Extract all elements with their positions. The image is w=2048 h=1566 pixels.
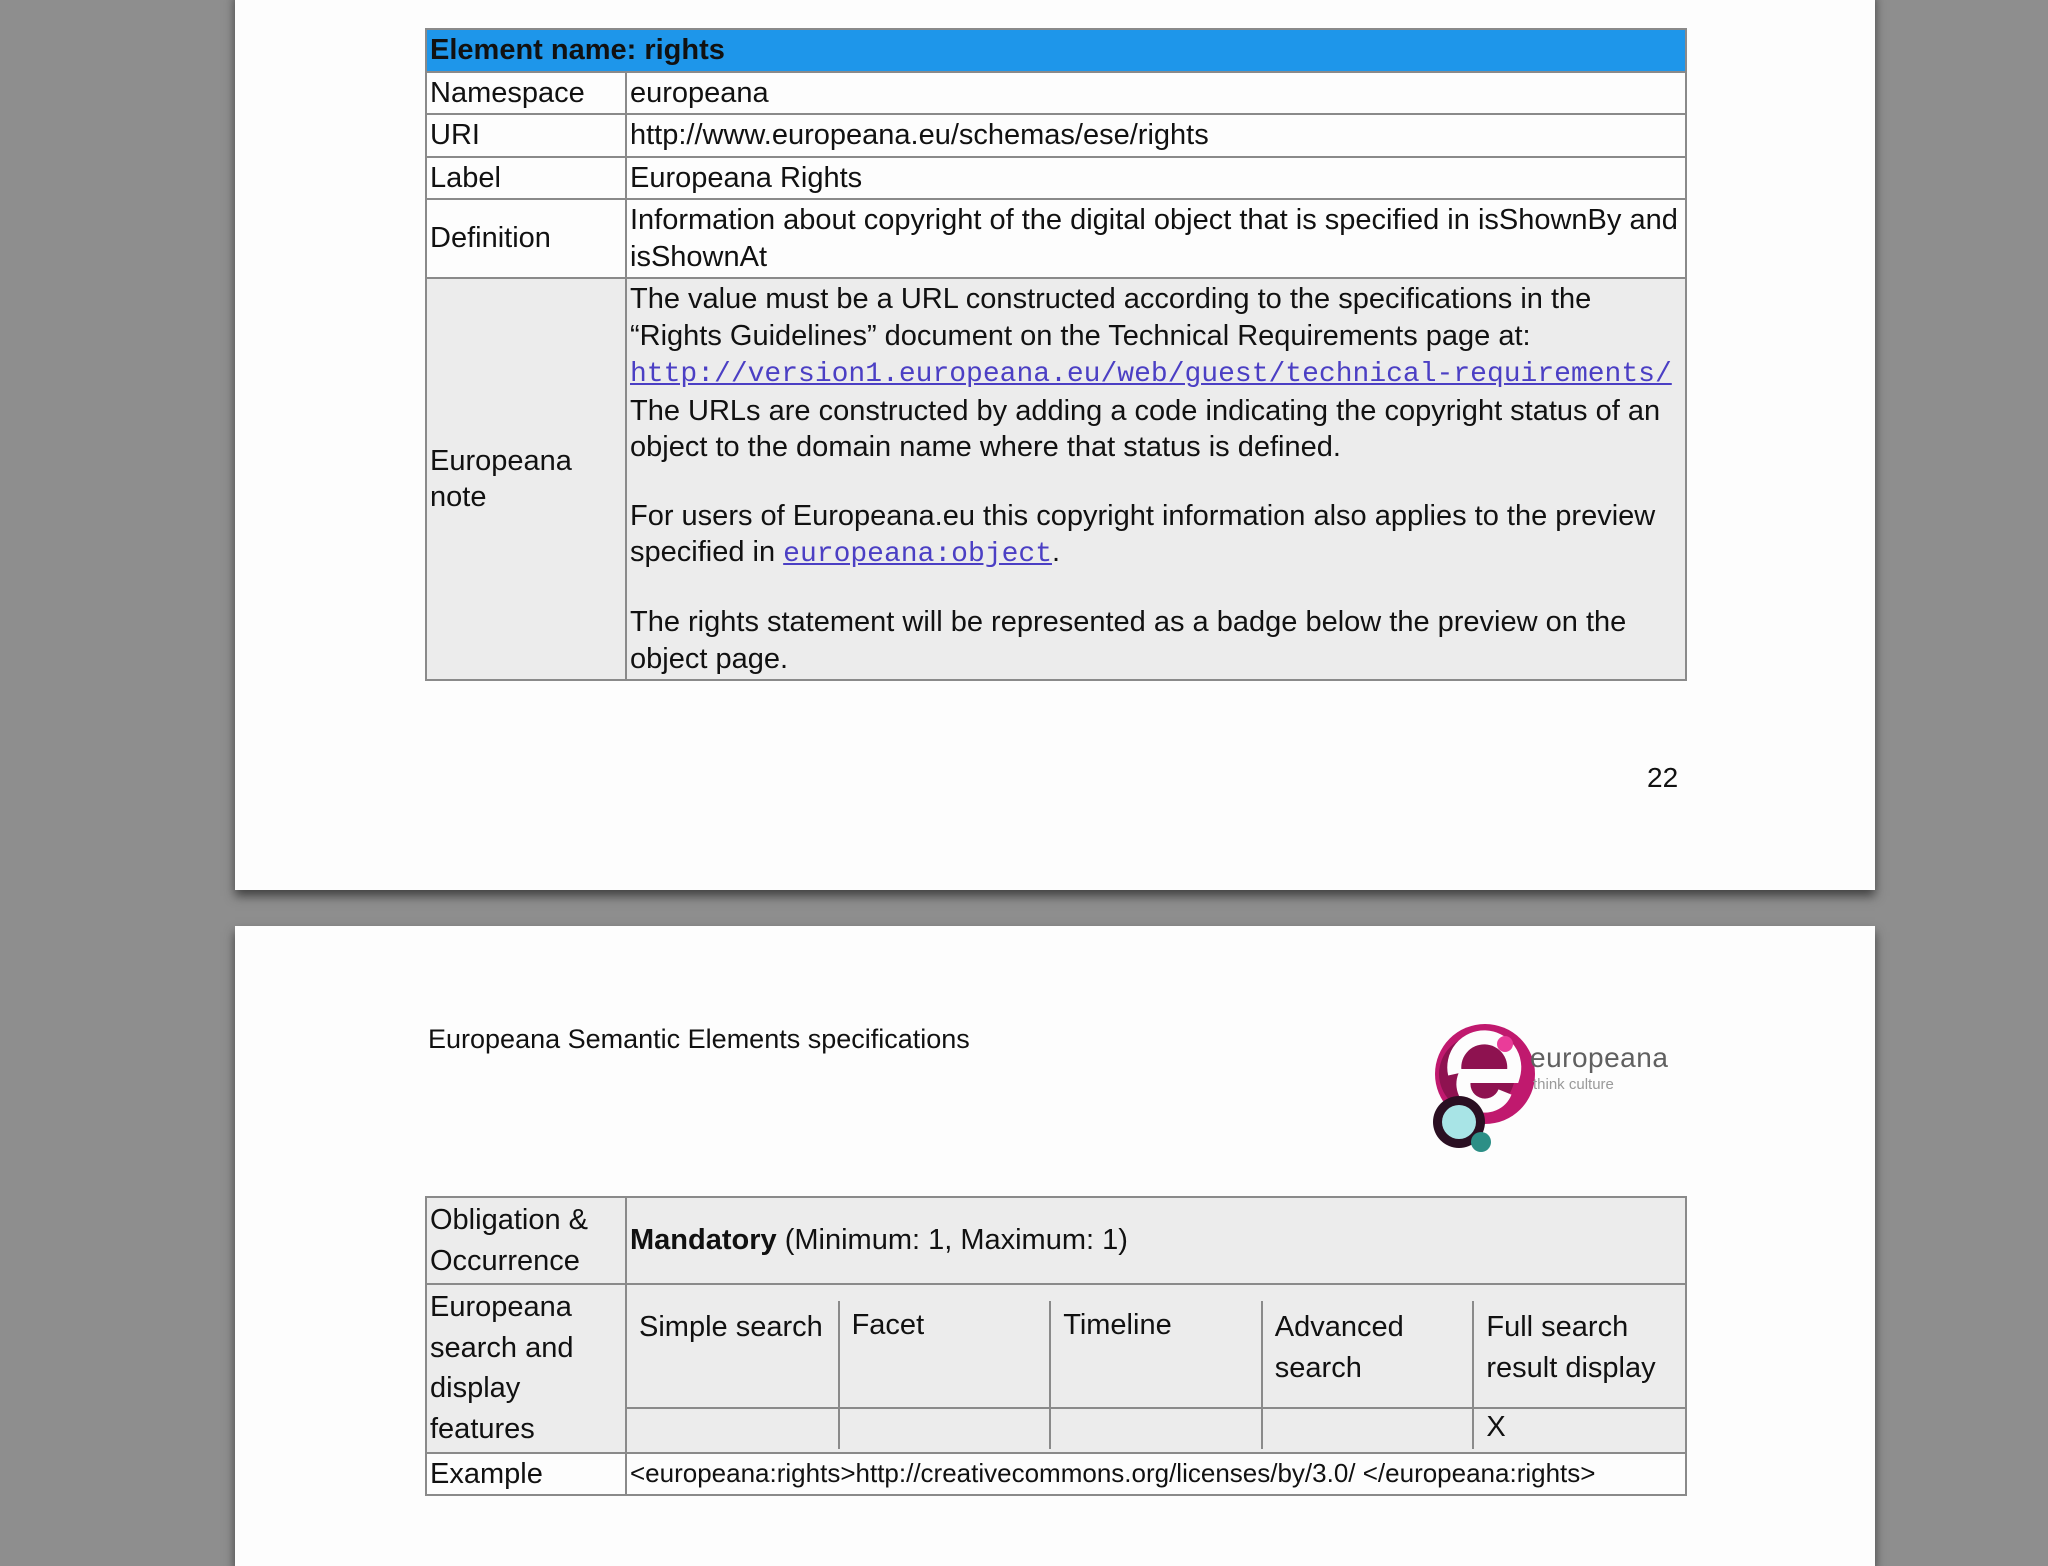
feature-mark: [839, 1408, 1051, 1449]
features-header-row: [627, 1301, 1685, 1408]
feature-mark: [627, 1408, 839, 1449]
feature-timeline: Timeline: [1050, 1301, 1262, 1408]
page-number: 22: [1647, 762, 1679, 793]
table-row: [426, 1197, 1686, 1284]
row-value: Europeana Rights: [626, 157, 1686, 200]
document-page-23: [235, 926, 1875, 1566]
row-value: http://www.europeana.eu/schemas/ese/rights: [626, 114, 1686, 157]
europeana-object-link[interactable]: europeana:object: [783, 539, 1052, 571]
note-paragraph-1: The value must be a URL constructed according to the specifications in the “Rights Guidelines” document on the Technical Requirements page at: http://version1.europeana.eu/web/guest/technical-requirements/ The URLs are constructed by adding a code indicating the copyright status of an object to the domain name where that status is defined.: [630, 283, 1672, 464]
feature-advanced-search: Advanced search: [1262, 1301, 1474, 1408]
row-label: Namespace: [426, 72, 626, 115]
features-label: Europeana search and display features: [426, 1284, 626, 1452]
feature-mark: [1050, 1408, 1262, 1449]
features-cell: [626, 1284, 1686, 1452]
row-label: URI: [426, 114, 626, 157]
obligation-table: [425, 1196, 1687, 1496]
feature-facet: Facet: [839, 1301, 1051, 1408]
row-label: Label: [426, 157, 626, 200]
feature-mark: X: [1473, 1408, 1685, 1449]
row-label: Definition: [426, 199, 626, 278]
note-paragraph-2: For users of Europeana.eu this copyright information also applies to the preview specified in europeana:object.: [630, 499, 1656, 571]
table-row: [426, 199, 1686, 278]
features-table: [627, 1301, 1685, 1449]
row-value: europeana: [626, 72, 1686, 115]
europeana-logo-icon: [1425, 1014, 1535, 1164]
obligation-label: Obligation & Occurrence: [426, 1197, 626, 1284]
element-name-header: Element name: rights: [426, 29, 1686, 72]
technical-requirements-link[interactable]: http://version1.europeana.eu/web/guest/technical-requirements/: [630, 359, 1672, 391]
europeana-logo: [1425, 1014, 1685, 1164]
rights-element-table: [425, 28, 1687, 681]
logo-wordmark: europeana: [1530, 1042, 1669, 1073]
table-row: [426, 114, 1686, 157]
note-label: Europeana note: [426, 278, 626, 680]
note-value: [626, 278, 1686, 680]
table-row: [426, 1284, 1686, 1452]
row-value: Information about copyright of the digital object that is specified in isShownBy and isShownAt: [626, 199, 1686, 278]
logo-tagline: think culture: [1533, 1076, 1614, 1093]
table-row: [426, 157, 1686, 200]
example-value: <europeana:rights>http://creativecommons.org/licenses/by/3.0/ </europeana:rights>: [626, 1453, 1686, 1496]
document-header-title: Europeana Semantic Elements specifications: [428, 1024, 970, 1054]
table-row: [426, 72, 1686, 115]
note-paragraph-3: The rights statement will be represented as a badge below the preview on the object page.: [630, 606, 1627, 675]
table-row: [426, 1453, 1686, 1496]
document-page-22: [235, 0, 1875, 890]
table-row-note: [426, 278, 1686, 680]
feature-mark: [1262, 1408, 1474, 1449]
example-label: Example: [426, 1453, 626, 1496]
obligation-value: Mandatory (Minimum: 1, Maximum: 1): [626, 1197, 1686, 1284]
feature-simple-search: Simple search: [627, 1301, 839, 1408]
feature-full-search-result-display: Full search result display: [1473, 1301, 1685, 1408]
features-value-row: [627, 1408, 1685, 1449]
